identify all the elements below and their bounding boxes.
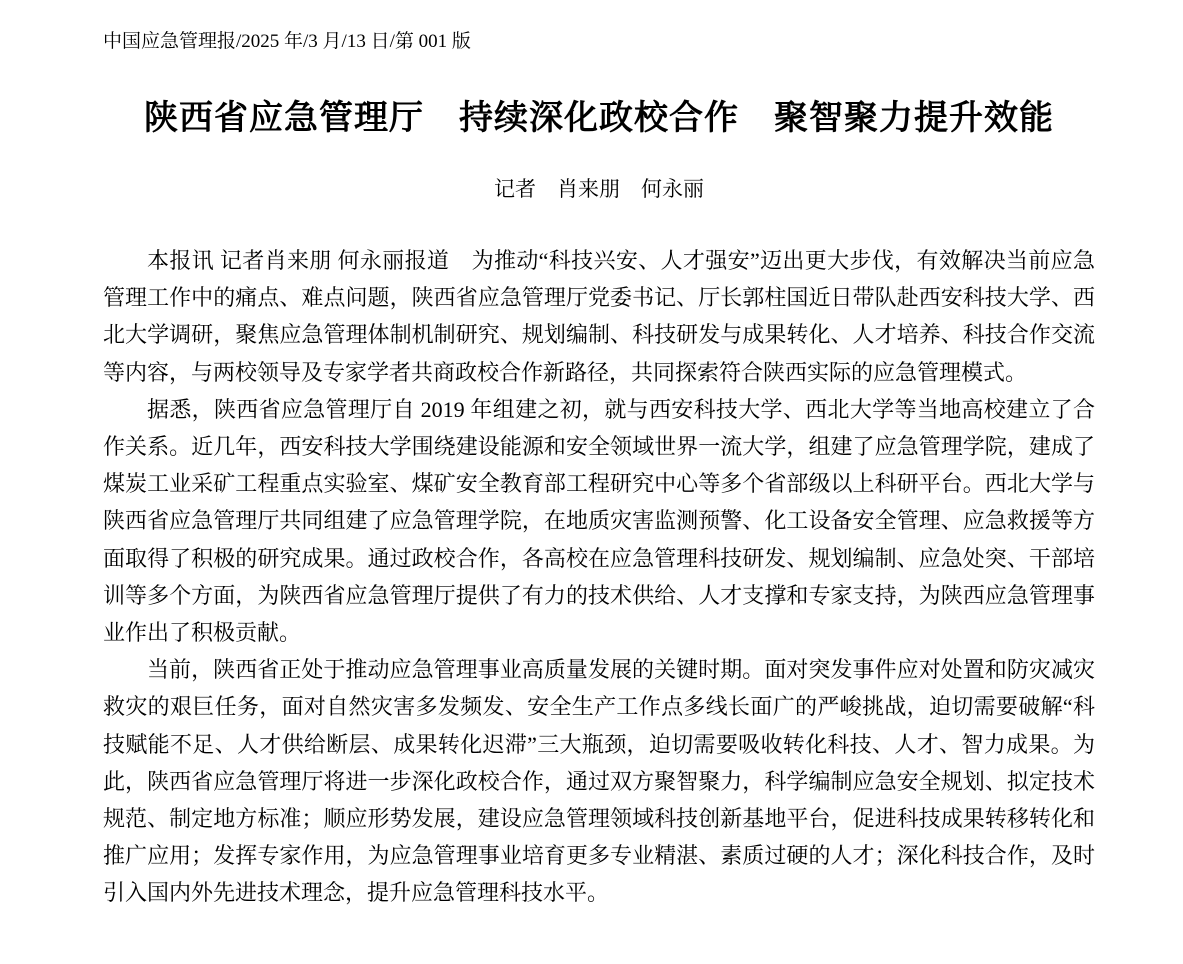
article-paragraph-3: 当前，陕西省正处于推动应急管理事业高质量发展的关键时期。面对突发事件应对处置和防灾减灾救灾的艰巨任务，面对自然灾害多发频发、安全生产工作点多线长面广的严峻挑战，迫切需要破解“科技赋能不足、人才供给断层、成果转化迟滞”三大瓶颈，迫切需要吸收转化科技、人才、智力成果。为此，陕西省应急管理厅将进一步深化政校合作，通过双方聚智聚力，科学编制应急安全规划、拟定技术规范、制定地方标准；顺应形势发展，建设应急管理领域科技创新基地平台，促进科技成果转移转化和推广应用；发挥专家作用，为应急管理事业培育更多专业精湛、素质过硬的人才；深化科技合作，及时引入国内外先进技术理念，提升应急管理科技水平。 <box>103 657 1095 906</box>
article-paragraph-1: 本报讯 记者肖来朋 何永丽报道 为推动“科技兴安、人才强安”迈出更大步伐，有效解决当前应急管理工作中的痛点、难点问题，陕西省应急管理厅党委书记、厅长郭柱国近日带队赴西安科技大学、西北大学调研，聚焦应急管理体制机制研究、规划编制、科技研发与成果转化、人才培养、科技合作交流等内容，与两校领导及专家学者共商政校合作新路径，共同探索符合陕西实际的应急管理模式。 <box>103 248 1095 385</box>
article-byline: 记者 肖来朋 何永丽 <box>494 177 704 201</box>
article-paragraph-2: 据悉，陕西省应急管理厅自 2019 年组建之初，就与西安科技大学、西北大学等当地高校建立了合作关系。近几年，西安科技大学围绕建设能源和安全领域世界一流大学，组建了应急管理学院，建成了煤炭工业采矿工程重点实验室、煤矿安全教育部工程研究中心等多个省部级以上科研平台。西北大学与陕西省应急管理厅共同组建了应急管理学院，在地质灾害监测预警、化工设备安全管理、应急救援等方面取得了积极的研究成果。通过政校合作，各高校在应急管理科技研发、规划编制、应急处突、干部培训等多个方面，为陕西省应急管理厅提供了有力的技术供给、人才支撑和专家支持，为陕西应急管理事业作出了积极贡献。 <box>103 396 1095 646</box>
publication-dateline: 中国应急管理报/2025 年/3 月/13 日/第 001 版 <box>103 31 471 52</box>
article-title: 陕西省应急管理厅 持续深化政校合作 聚智聚力提升效能 <box>144 100 1054 137</box>
article-body <box>103 242 1095 912</box>
